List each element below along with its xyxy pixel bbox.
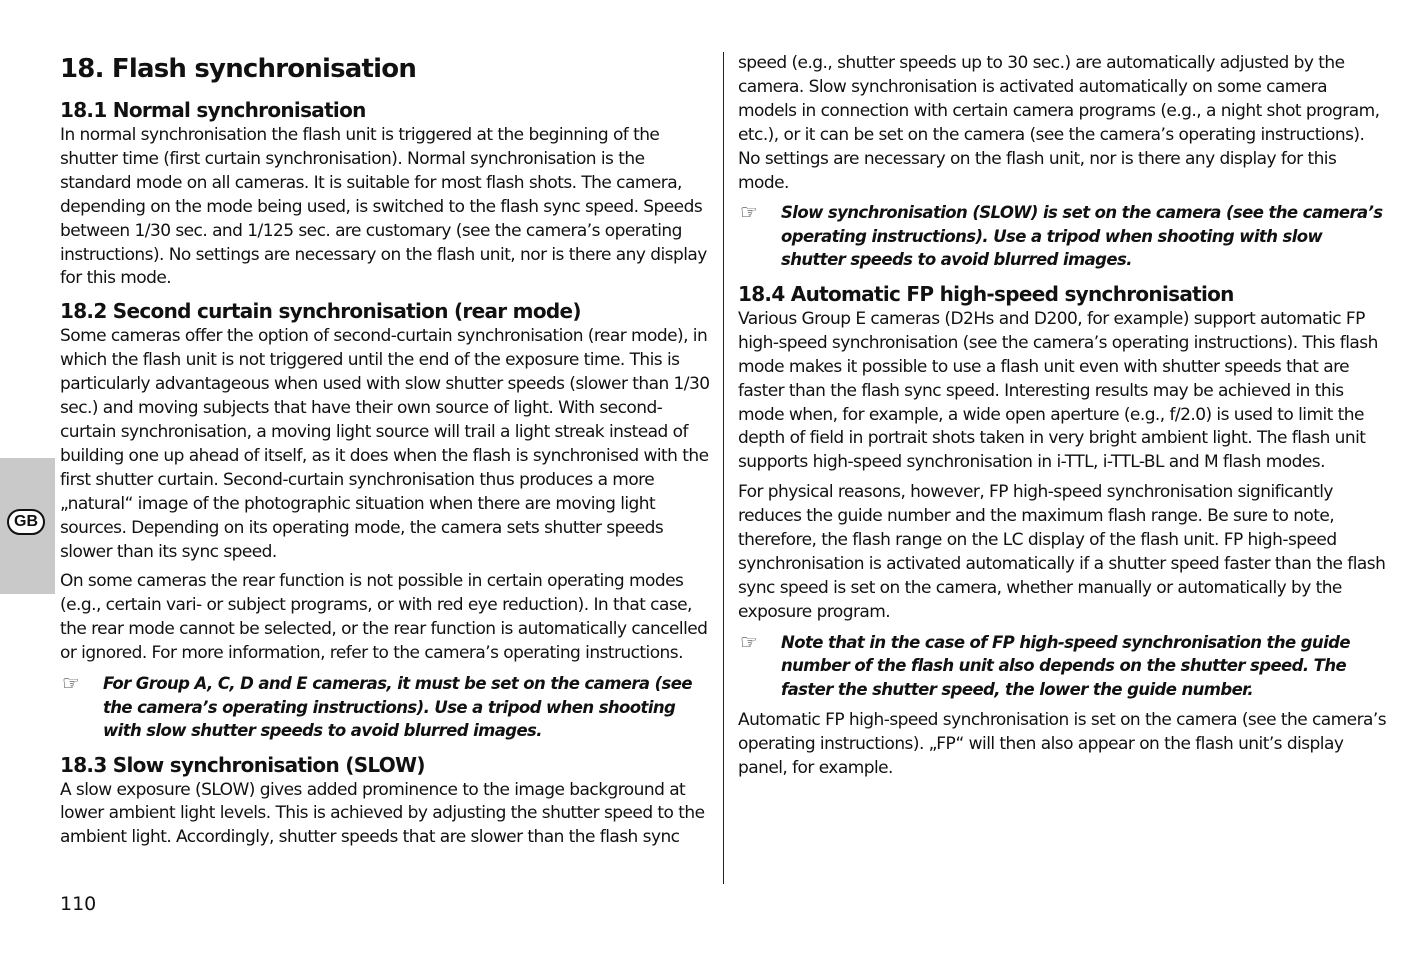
paragraph: Some cameras offer the option of second-curtain synchronisation (rear mode), in which the flash unit is not triggered until the end of the exposure time. This is particularly advantageous when used with slow shutter speeds (slower than 1/30 sec.) and moving subjects that have their own source of light. With second-curtain synchronisation, a moving light source will trail a light streak instead of building one up ahead of itself, as it does when the flash is synchronised with the first shutter curtain. Second-curtain synchronisation thus produces a more „natural“ image of the photographic situation when there are moving light sources. Depending on its operating mode, the camera sets shutter speeds slower than its sync speed.	[60, 326, 710, 562]
paragraph: Automatic FP high-speed synchronisation is set on the camera (see the camera’s operating instructions). „FP“ will then also appear on the flash unit’s display panel, for example.	[738, 710, 1387, 779]
pointing-hand-icon: ☞	[62, 671, 80, 696]
note-text: Slow synchronisation (SLOW) is set on the camera (see the camera’s operating instructions). Use a tripod when shooting with slow shutter speeds to avoid blurred images.	[781, 203, 1383, 270]
paragraph: speed (e.g., shutter speeds up to 30 sec.) are automatically adjusted by the camera. Slow synchronisation is activated automatically on some camera models in connection with certain camera programs (e.g., a night shot program, etc.), or it can be set on the camera (see the camera’s operating instructions). No settings are necessary on the flash unit, nor is there any display for this mode.	[738, 53, 1380, 193]
note-block	[738, 631, 1390, 702]
column-divider	[723, 52, 724, 884]
note-block	[738, 201, 1390, 272]
note-text: For Group A, C, D and E cameras, it must be set on the camera (see the camera’s operating instructions). Use a tripod when shooting with slow shutter speeds to avoid blurred images.	[103, 674, 692, 741]
paragraph: For physical reasons, however, FP high-speed synchronisation significantly reduces the guide number and the maximum flash range. Be sure to note, therefore, the flash range on the LC display of the flash unit. FP high-speed synchronisation is activated automatically if a shutter speed faster than the flash sync speed is set on the camera, whether manually or automatically by the exposure program.	[738, 482, 1386, 622]
note-block	[60, 672, 712, 743]
note-text: Note that in the case of FP high-speed synchronisation the guide number of the flash unit also depends on the shutter speed. The faster the shutter speed, the lower the guide number.	[781, 632, 1350, 699]
right-column	[738, 52, 1390, 787]
chapter-title: 18. Flash synchronisation	[60, 54, 417, 84]
left-column	[60, 52, 712, 856]
language-badge: GB	[7, 509, 45, 535]
section-heading-18-2: 18.2 Second curtain synchronisation (rear mode)	[60, 299, 581, 324]
paragraph: A slow exposure (SLOW) gives added prominence to the image background at lower ambient light levels. This is achieved by adjusting the shutter speed to the ambient light. Accordingly, shutter speeds that are slower than the flash sync	[60, 779, 705, 848]
paragraph: In normal synchronisation the flash unit is triggered at the beginning of the shutter time (first curtain synchronisation). Normal synchronisation is the standard mode on all cameras. It is suitable for most flash shots. The camera, depending on the mode being used, is switched to the flash sync speed. Speeds between 1/30 sec. and 1/125 sec. are customary (see the camera’s operating instructions). No settings are necessary on the flash unit, nor is there any display for this mode.	[60, 125, 707, 289]
paragraph: On some cameras the rear function is not possible in certain operating modes (e.g., certain vari- or subject programs, or with red eye reduction). In that case, the rear mode cannot be selected, or the rear function is automatically cancelled or ignored. For more information, refer to the camera’s operating instructions.	[60, 571, 708, 664]
paragraph: Various Group E cameras (D2Hs and D200, for example) support automatic FP high-speed synchronisation (see the camera’s operating instructions). This flash mode makes it possible to use a flash unit even with shutter speeds that are faster than the flash sync speed. Interesting results may be achieved in this mode when, for example, a wide open aperture (e.g., f/2.0) is used to limit the depth of field in portrait shots taken in very bright ambient light. The flash unit supports high-speed synchronisation in i-TTL, i-TTL-BL and M flash modes.	[738, 308, 1378, 473]
pointing-hand-icon: ☞	[740, 629, 758, 654]
section-heading-18-4: 18.4 Automatic FP high-speed synchronisation	[738, 281, 1234, 306]
section-heading-18-3: 18.3 Slow synchronisation (SLOW)	[60, 752, 425, 777]
pointing-hand-icon: ☞	[740, 200, 758, 225]
page-number: 110	[60, 893, 97, 915]
section-heading-18-1: 18.1 Normal synchronisation	[60, 98, 366, 122]
